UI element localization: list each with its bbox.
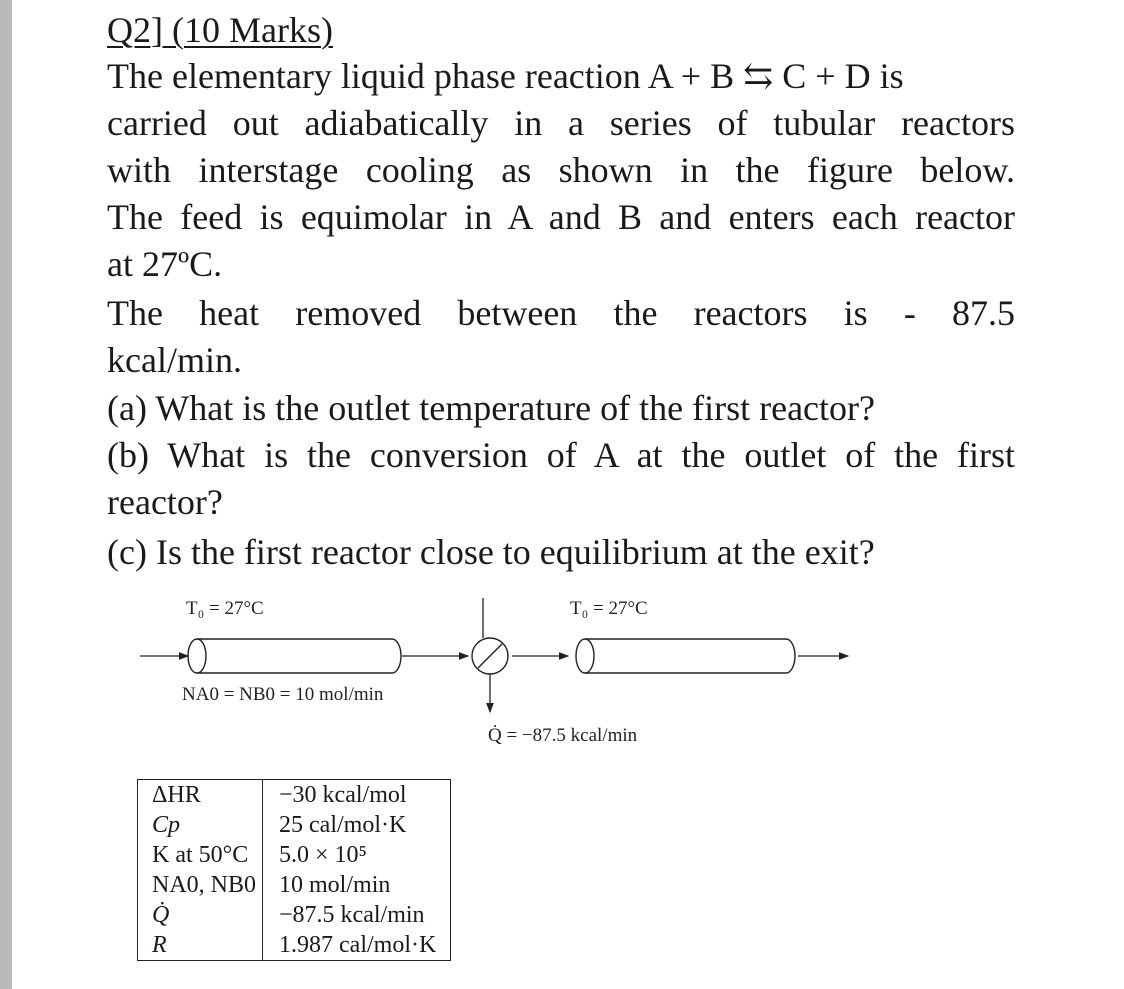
property-value: 1.987 cal/mol·K xyxy=(263,930,451,961)
question-c: (c) Is the first reactor close to equilibrium at the exit? xyxy=(107,532,875,572)
question-heading: Q2] (10 Marks) xyxy=(107,10,333,50)
question-b-continued: reactor? xyxy=(107,482,223,522)
property-value: −30 kcal/mol xyxy=(263,780,451,811)
property-value: 10 mol/min xyxy=(263,870,451,900)
statement-line: kcal/min. xyxy=(107,340,242,380)
table-row xyxy=(138,900,451,930)
interstage-cooler xyxy=(472,598,508,712)
tubular-reactor-1 xyxy=(188,639,401,673)
reactor1-inlet-temperature: T₀ = 27°C xyxy=(186,598,264,619)
property-label: K at 50°C xyxy=(152,842,249,868)
statement-line: The heat removed between the reactors is - 87.5 xyxy=(107,293,1015,333)
feed-flow-label: NA0 = NB0 = 10 mol/min xyxy=(182,684,384,705)
statement-line: carried out adiabatically in a series of tubular reactors xyxy=(107,103,1015,143)
question-b: (b) What is the conversion of A at the outlet of the first xyxy=(107,435,1015,475)
reactor2-inlet-temperature: T₀ = 27°C xyxy=(570,598,648,619)
table-row xyxy=(138,810,451,840)
property-label: R xyxy=(152,932,167,958)
property-value: 25 cal/mol·K xyxy=(263,810,451,840)
property-label: ΔHR xyxy=(152,782,201,808)
property-label: NA0, NB0 xyxy=(152,872,257,898)
heat-removal-label: Q̇ = −87.5 kcal/min xyxy=(488,725,638,746)
property-label: Cp xyxy=(152,812,181,838)
table-row xyxy=(138,780,451,811)
table-row xyxy=(138,870,451,900)
statement-line: at 27ºC. xyxy=(107,244,223,284)
property-label: Q̇ xyxy=(152,902,170,928)
statement-line: with interstage cooling as shown in the figure below. xyxy=(107,150,1015,190)
property-value: −87.5 kcal/min xyxy=(263,900,451,930)
tubular-reactor-2 xyxy=(576,639,795,673)
question-a: (a) What is the outlet temperature of the first reactor? xyxy=(107,388,875,428)
statement-line-text: The elementary liquid phase reaction A + B ⇆ C + D is xyxy=(107,56,904,96)
property-value: 5.0 × 10⁵ xyxy=(263,840,451,870)
statement-line: The feed is equimolar in A and B and enters each reactor xyxy=(107,197,1015,237)
table-row xyxy=(138,840,451,870)
properties-table xyxy=(137,779,451,961)
table-row xyxy=(138,930,451,961)
